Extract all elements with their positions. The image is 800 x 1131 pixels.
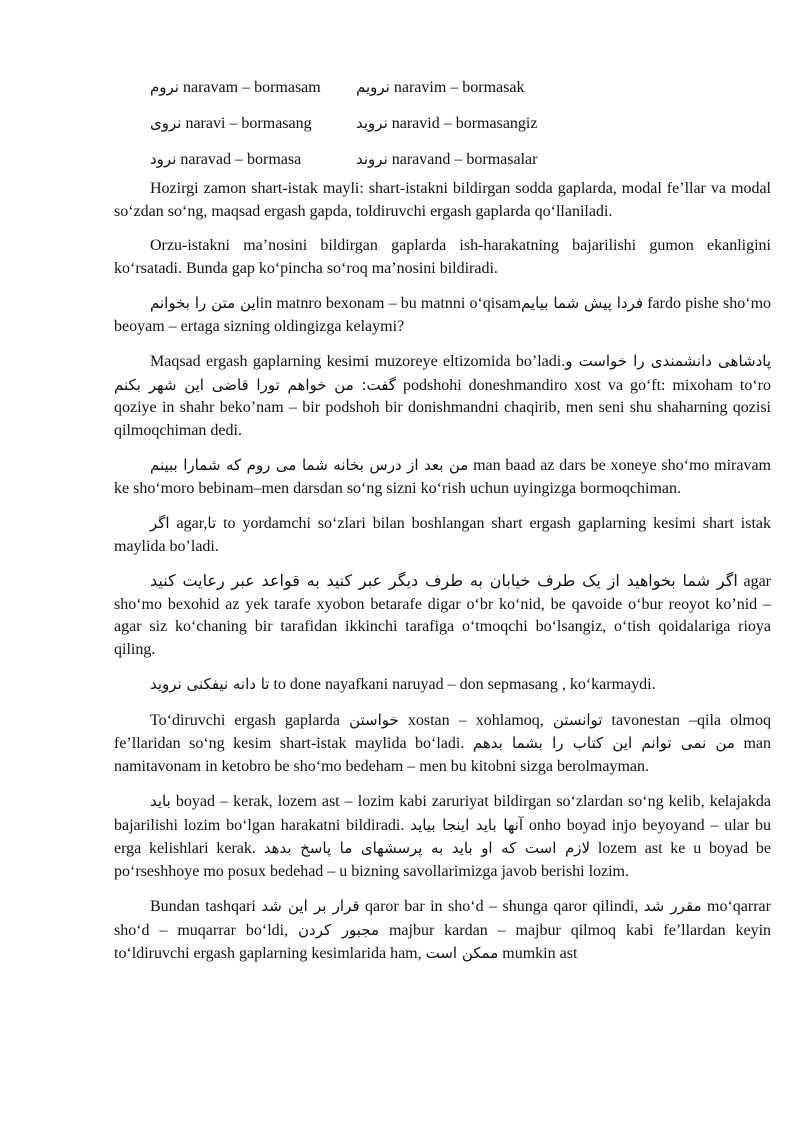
- transliteration: naravad – bormasa: [176, 151, 302, 168]
- body-text: [114, 178, 771, 978]
- transliteration: naravid – bormasangiz: [387, 115, 538, 132]
- transliteration: naravam – bormasam: [178, 79, 321, 96]
- transliteration: man namitavonam in ketobro be sho‘mo bedeham – men bu kitobni sizga berolmayman.: [114, 735, 772, 775]
- paragraph-text: to yordamchi so‘zlari bilan boshlangan shart ergash gaplarning kesimi shart istak maylida bo’ladi.: [114, 515, 772, 555]
- paragraph-necessity: [114, 790, 771, 883]
- persian-phrase: لازم است که او باید به پرسشهای ما پاسخ بدهد: [263, 839, 591, 857]
- persian-phrase: پادشاهی دانشمندی را خواست و گفت: من خواهم تورا قاضی این شهر بکنم: [114, 352, 772, 394]
- paragraph-wish: Orzu-istakni ma’nosini bildirgan gaplarda ish-harakatning bajarilishi gumon ekanligini ko‘rsatadi. Bunda gap ko‘pincha so‘roq ma’nosini bildiradi.: [114, 237, 771, 277]
- persian-phrase: اگر شما بخواهید از یک طرف خیابان به طرف دیگر عبر کنید به قواعد عبر رعایت کنید: [150, 571, 738, 590]
- paragraph-text: mumkin ast: [498, 945, 578, 962]
- paragraph-condition-words: [114, 512, 771, 558]
- paragraph-text: Maqsad ergash gaplarning kesimi muzoreye eltizomida bo’ladi.: [150, 353, 566, 370]
- paragraph-example-visit: [114, 454, 771, 500]
- persian-phrase: ممکن است: [425, 944, 499, 962]
- conjugation-table: [150, 76, 710, 184]
- persian-phrase: من نمی توانم این کتاب را بشما بدهم: [472, 734, 735, 752]
- paragraph-example-question: [114, 292, 771, 338]
- paragraph-example-street: [114, 570, 771, 661]
- paragraph-text: boyad – kerak, lozem ast – lozim kabi zaruriyat bildirgan so‘zlardan so‘ng kelib, kelajakda bajarilishi lozim bo‘lgan harakatni bildiradi.: [114, 793, 771, 834]
- transliteration: man baad az dars be xoneye sho‘mo miravam ke sho‘moro bebinam–men darsdan so‘ng sizni ko‘rish uchun uyingizga bormoqchiman.: [114, 457, 771, 497]
- paragraph-intro: Hozirgi zamon shart-istak mayli: shart-istakni bildirgan sodda gaplarda, modal fe’llar va modal so‘zdan so‘ng, maqsad ergash gapda, toldiruvchi ergash gaplarda qo‘llaniladi.: [114, 180, 771, 220]
- transliteration: to done nayafkani naruyad – don sepmasang , ko‘karmaydi.: [269, 676, 656, 693]
- transliteration: naravand – bormasalar: [387, 151, 538, 168]
- conjugation-cell: [150, 112, 356, 148]
- persian-word: خواستن: [349, 710, 399, 729]
- paragraph-purpose-clause: [114, 350, 771, 442]
- transliteration: onho boyad injo beyoyand – ular bu erga kelishlari kerak.: [114, 816, 771, 857]
- paragraph-text: majbur kardan – majbur qilmoq kabi fe’llardan keyin to‘ldiruvchi ergash gaplarning kesimlarida ham,: [114, 921, 772, 962]
- paragraph-text: qaror bar in sho‘d – shunga qaror qilindi,: [359, 898, 644, 915]
- paragraph-example-seed: [114, 673, 771, 697]
- persian-word: نرویم: [356, 78, 390, 96]
- persian-word: نروم: [150, 78, 179, 96]
- persian-word: نروند: [356, 150, 388, 168]
- conjugation-row: [150, 76, 710, 112]
- transliteration: naravi – bormasang: [181, 115, 312, 132]
- transliteration: agar sho‘mo bexohid az yek tarafe xyobon betarafe digar o‘br ko‘nid, be qavoide o‘bur reoyot ko’nid – agar siz ko‘chaning bir tarafidan ikkinchi tarafiga o‘tmoqchi bo‘lsangiz, o‘tish qoidalariga rioya qiling.: [114, 573, 771, 658]
- persian-word: نرود: [150, 150, 177, 168]
- persian-phrase: این متن را بخوانم: [150, 294, 260, 312]
- conjugation-cell: [356, 112, 656, 148]
- paragraph-object-clause: [114, 709, 771, 779]
- conjugation-cell: [356, 76, 656, 112]
- persian-phrase: قرار بر این شد: [261, 897, 360, 915]
- persian-word: تا: [207, 514, 217, 532]
- persian-phrase: مقرر شد: [643, 897, 702, 915]
- transliteration: lozem ast ke u boyad be po‘rseshhoye mo posux bedehad – u bizning savollarimizga javob berishi lozim.: [114, 840, 772, 880]
- paragraph-text: tavonestan –qila olmoq fe’llaridan so‘ng kesim shart-istak maylida bo‘ladi.: [114, 711, 772, 752]
- persian-phrase: تا دانه نیفکنی نروید: [150, 675, 270, 693]
- conjugation-cell: [150, 76, 356, 112]
- paragraph-text: Bundan tashqari: [150, 898, 262, 915]
- persian-word: توانستن: [552, 710, 603, 729]
- paragraph-text: To‘diruvchi ergash gaplarda: [150, 711, 350, 729]
- transliteration: podshohi doneshmandiro xost va go‘ft: mixoham to‘ro qoziye in shahr beko’nam – bir podshoh bir donishmandni chaqirib, men seni shu shaharning qozisi qilmoqchiman dedi.: [114, 376, 771, 439]
- paragraph-text: xostan – xohlamoq,: [398, 711, 553, 729]
- paragraph-additional-verbs: [114, 895, 771, 966]
- paragraph-text: mo‘qarrar sho‘d – muqarrar bo‘ldi,: [114, 898, 771, 939]
- persian-phrase: من بعد از درس بخانه شما می روم که شمارا ببینم: [150, 456, 469, 474]
- persian-word: باید: [150, 792, 171, 810]
- conjugation-row: [150, 112, 710, 148]
- transliteration: naravim – bormasak: [389, 79, 525, 96]
- persian-phrase: فردا پیش شما بیایم: [521, 294, 644, 312]
- persian-phrase: مجبور کردن: [298, 920, 380, 939]
- transliteration: in matnro bexonam – bu matnni o‘qisam: [259, 295, 521, 312]
- persian-word: نروید: [356, 114, 388, 132]
- persian-word: اگر: [150, 514, 170, 532]
- transliteration: agar,: [169, 515, 208, 532]
- persian-word: نروی: [150, 114, 182, 132]
- persian-phrase: آنها باید اینجا بیاید: [410, 815, 524, 834]
- transliteration: fardo pishe sho‘mo beoyam – ertaga sizning oldingizga kelaymi?: [114, 295, 772, 335]
